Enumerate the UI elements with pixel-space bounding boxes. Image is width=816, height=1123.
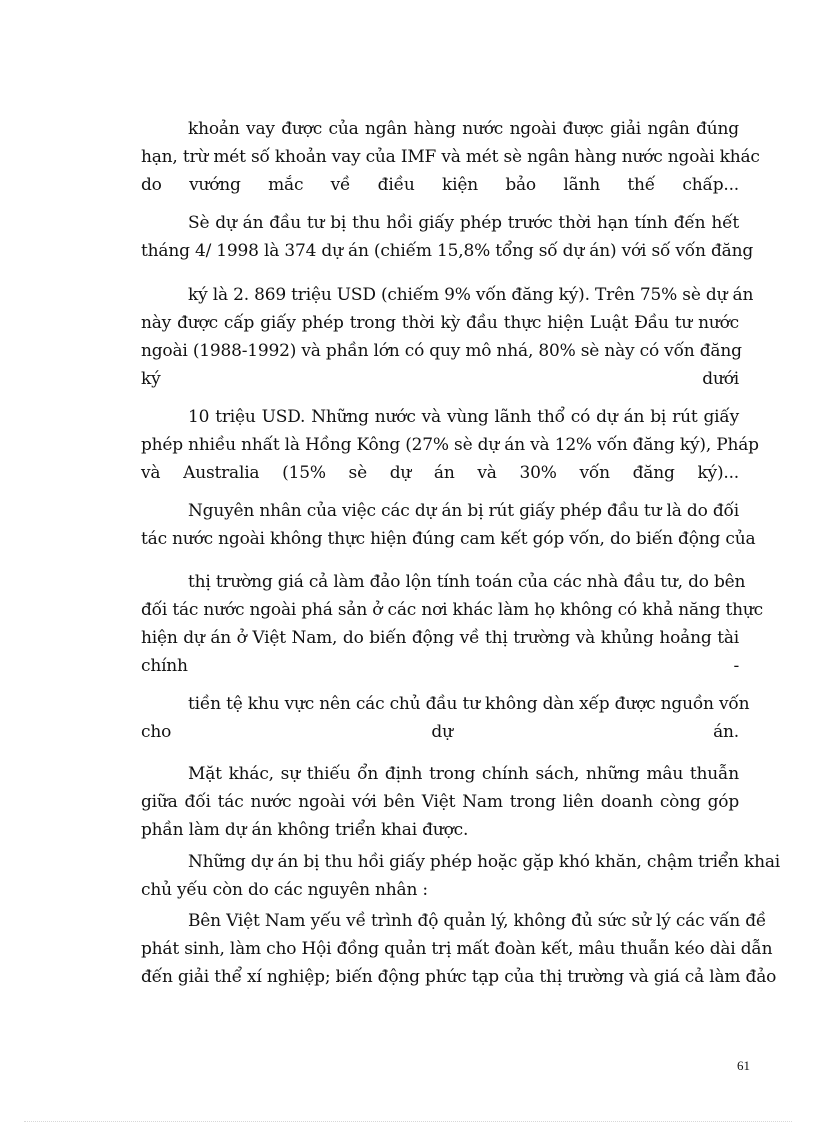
text-line: ký dưới [141, 369, 739, 389]
paragraph-causes [141, 497, 756, 553]
page-number: 61 [737, 1058, 750, 1073]
text-line: chính - [141, 656, 739, 676]
paragraph-regional-finance [141, 690, 750, 746]
text-line: 10 triệu USD. Những nước và vùng lãnh thổ có dự án bị rút giấy [188, 407, 739, 427]
page-footer-divider [24, 1121, 792, 1122]
text-line: Sè dự án đầu tư bị thu hồi giấy phép trước thời hạn tính đến hết [188, 213, 739, 233]
text-line: khoản vay được của ngân hàng nước ngoài được giải ngân đúng [188, 119, 739, 139]
text-line: phát sinh, làm cho Hội đồng quản trị mất đoàn kết, mâu thuẫn kéo dài dẫn [141, 939, 773, 959]
text-line: tác nước ngoài không thực hiện đúng cam kết góp vốn, do biến động của [141, 529, 756, 549]
text-line: Những dự án bị thu hồi giấy phép hoặc gặp khó khăn, chậm triển khai [188, 852, 781, 872]
text-line: chủ yếu còn do các nguyên nhân : [141, 880, 428, 900]
text-line: và Australia (15% sè dự án và 30% vốn đăng ký)... [141, 463, 739, 483]
paragraph-registered-capital [141, 281, 754, 393]
text-line: hạn, trừ mét số khoản vay của IMF và mét sè ngân hàng nước ngoài khác [141, 147, 760, 167]
text-line: ngoài (1988-1992) và phần lớn có quy mô nhá, 80% sè này có vốn đăng [141, 341, 742, 361]
text-line: đối tác nước ngoài phá sản ở các nơi khác làm họ không có khả năng thực [141, 600, 763, 620]
text-line: ký là 2. 869 triệu USD (chiếm 9% vốn đăng ký). Trên 75% sè dự án [188, 285, 754, 305]
text-line: tháng 4/ 1998 là 374 dự án (chiếm 15,8% tổng số dự án) với số vốn đăng [141, 241, 754, 261]
paragraph-other-reasons [141, 848, 781, 904]
text-line: này được cấp giấy phép trong thời kỳ đầu thực hiện Luật Đầu tư nước [141, 313, 739, 333]
text-line: Nguyên nhân của việc các dự án bị rút giấy phép đầu tư là do đối [188, 501, 739, 521]
text-line: thị trường giá cả làm đảo lộn tính toán của các nhà đầu tư, do bên [188, 572, 746, 592]
paragraph-countries [141, 403, 759, 487]
text-line: đến giải thể xí nghiệp; biến động phức tạp của thị trường và giá cả làm đảo [141, 967, 777, 987]
text-line: phần làm dự án không triển khai được. [141, 820, 469, 840]
text-line: Bên Việt Nam yếu về trình độ quản lý, không đủ sức sử lý các vấn đề [188, 911, 767, 931]
text-line: giữa đối tác nước ngoài với bên Việt Nam trong liên doanh còng góp [141, 792, 739, 812]
text-line: tiền tệ khu vực nên các chủ đầu tư không dàn xếp được nguồn vốn [188, 694, 750, 714]
paragraph-market-volatility [141, 568, 763, 680]
paragraph-loan-disbursement [141, 115, 760, 199]
paragraph-policy-instability [141, 760, 739, 844]
paragraph-revoked-licenses [141, 209, 754, 265]
text-line: do vướng mắc về điều kiện bảo lãnh thế chấp... [141, 175, 739, 195]
text-line: hiện dự án ở Việt Nam, do biến động về thị trường và khủng hoảng tài [141, 628, 739, 648]
text-line: phép nhiều nhất là Hồng Kông (27% sè dự án và 12% vốn đăng ký), Pháp [141, 435, 759, 455]
text-line: Mặt khác, sự thiếu ổn định trong chính sách, những mâu thuẫn [188, 764, 739, 784]
text-line: cho dự án. [141, 722, 739, 742]
paragraph-management-weakness [141, 907, 777, 991]
